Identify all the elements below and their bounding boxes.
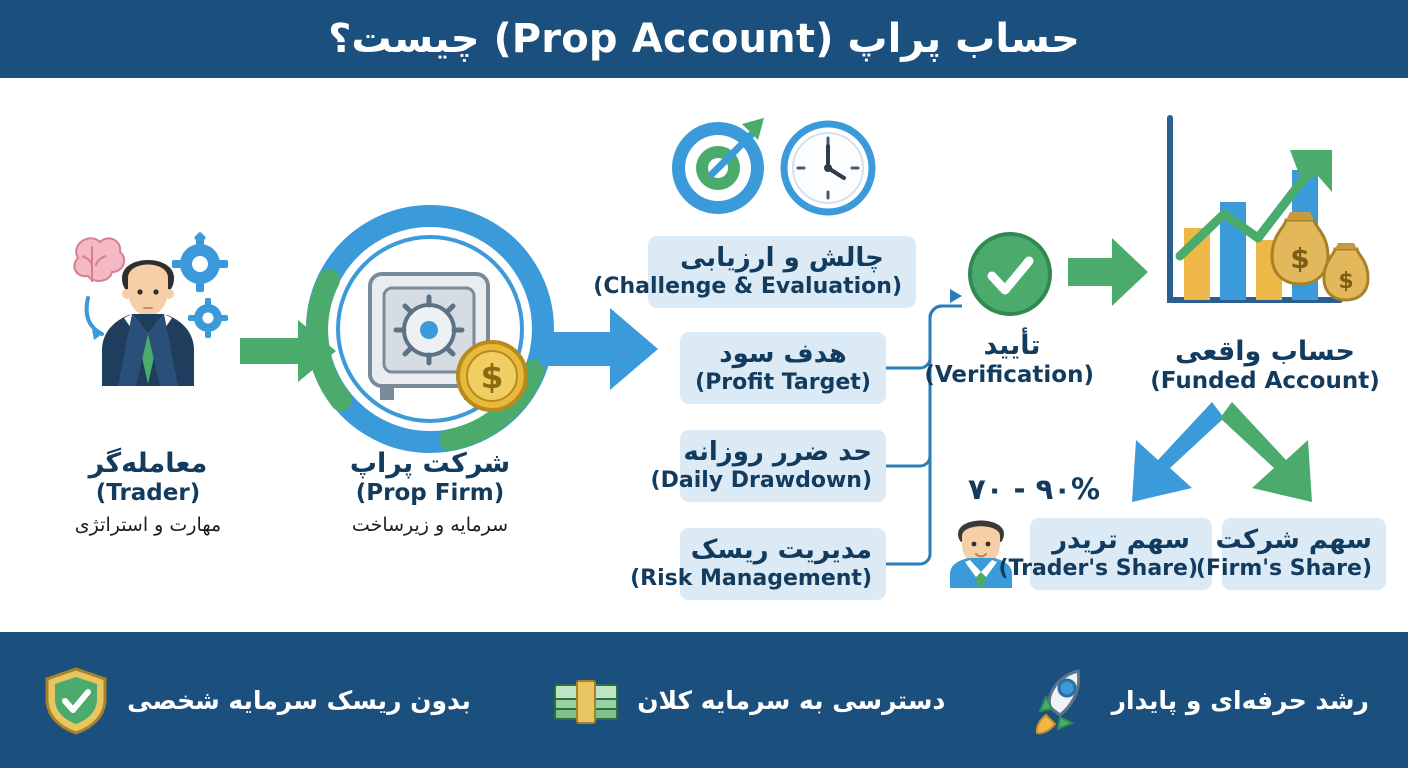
footer-item-capital [549, 663, 945, 737]
profit-target-label-en: (Profit Target) [695, 370, 871, 396]
footer-label-growth: رشد حرفه‌ای و پایدار [1111, 685, 1369, 715]
trader-share-label-en: (Trader's Share) [998, 556, 1198, 582]
node-prop-firm [300, 448, 560, 536]
diagram-stage [0, 78, 1408, 632]
node-trader [28, 448, 268, 536]
growth-chart-money-icon [1150, 106, 1380, 336]
arrow-split-left-icon [1100, 396, 1230, 536]
svg-text:$: $ [1338, 269, 1354, 294]
svg-text:$: $ [480, 357, 504, 396]
page-title: حساب پراپ (Prop Account) چیست؟ [328, 16, 1080, 62]
chip-daily-drawdown[interactable] [650, 430, 886, 502]
trader-label-fa: معامله‌گر [88, 448, 208, 479]
safe-vault-icon [300, 204, 560, 454]
shield-check-icon [39, 663, 113, 737]
prop-firm-label-en: (Prop Firm) [355, 479, 505, 506]
target-clock-icon [660, 108, 890, 218]
profit-target-label-fa: هدف سود [719, 339, 847, 369]
cash-stack-icon [549, 663, 623, 737]
node-funded-account [1130, 336, 1400, 395]
footer-item-growth [1024, 663, 1369, 737]
chip-firm-share[interactable] [1195, 518, 1386, 590]
chip-trader-share[interactable] [998, 518, 1212, 590]
trader-sublabel: مهارت و استراتژی [74, 513, 222, 536]
footer-label-capital: دسترسی به سرمایه کلان [637, 685, 946, 715]
footer-label-no-risk: بدون ریسک سرمایه شخصی [127, 685, 471, 715]
prop-firm-sublabel: سرمایه و زیرساخت [351, 513, 509, 536]
firm-share-label-fa: سهم شرکت [1215, 525, 1372, 555]
trader-label-en: (Trader) [95, 479, 201, 506]
chip-profit-target[interactable] [680, 332, 886, 404]
arrow-split-right-icon [1218, 396, 1348, 536]
funded-account-label-fa: حساب واقعی [1175, 336, 1355, 367]
chip-risk-management[interactable] [630, 528, 886, 600]
footer-item-no-risk [39, 663, 471, 737]
arrow-verification-to-funded-icon [1068, 236, 1150, 308]
footer-bar [0, 632, 1408, 768]
trader-avatar-icon [48, 226, 248, 386]
chip-challenge-evaluation[interactable] [593, 236, 916, 308]
prop-firm-label-fa: شرکت پراپ [349, 448, 511, 479]
split-percent-label: ٩٠ - ٧٠% [968, 472, 1101, 506]
risk-management-label-fa: مدیریت ریسک [690, 535, 872, 565]
firm-share-label-en: (Firm's Share) [1195, 556, 1372, 582]
daily-drawdown-label-en: (Daily Drawdown) [650, 468, 872, 494]
rocket-icon [1024, 663, 1098, 737]
header-bar [0, 0, 1408, 78]
check-circle-icon [962, 226, 1058, 322]
funded-account-label-en: (Funded Account) [1150, 367, 1380, 394]
risk-management-label-en: (Risk Management) [630, 566, 872, 592]
challenge-label-en: (Challenge & Evaluation) [593, 274, 902, 300]
svg-text:$: $ [1290, 242, 1310, 275]
node-verification [924, 330, 1094, 389]
verification-label-en: (Verification) [924, 361, 1094, 388]
verification-label-fa: تأیید [983, 330, 1041, 361]
daily-drawdown-label-fa: حد ضرر روزانه [683, 437, 872, 467]
challenge-label-fa: چالش و ارزیابی [680, 243, 884, 273]
trader-share-label-fa: سهم تریدر [1052, 525, 1190, 555]
arrow-firm-to-challenge-icon [540, 306, 660, 392]
